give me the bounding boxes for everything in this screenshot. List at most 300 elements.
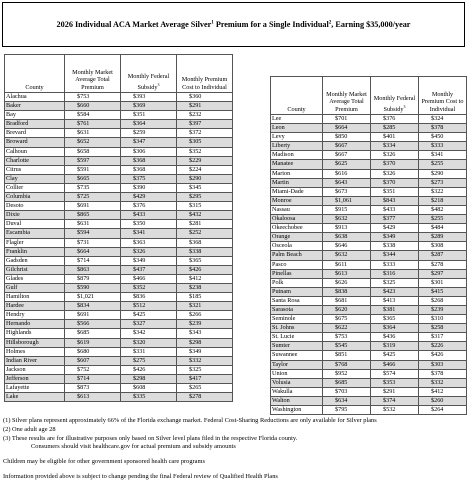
- cell-cost: $278: [177, 393, 233, 402]
- cell-subsidy: $532: [371, 406, 419, 415]
- cell-subsidy: $326: [371, 169, 419, 178]
- page-title: 2026 Individual ACA Market Average Silver$^1$ Premium for a Single Individual$^2$, Earning $35,000/year: [56, 20, 411, 29]
- cell-county: Brevard: [5, 129, 65, 138]
- cell-cost: $278: [419, 260, 467, 269]
- right-county-table: [270, 76, 467, 415]
- cell-subsidy: $331: [121, 347, 177, 356]
- cell-subsidy: $376: [121, 202, 177, 211]
- cell-subsidy: $429: [371, 224, 419, 233]
- cell-county: Hillsborough: [5, 338, 65, 347]
- table-row: [271, 142, 467, 151]
- cell-subsidy: $275: [121, 356, 177, 365]
- cell-county: Liberty: [271, 142, 323, 151]
- cell-subsidy: $364: [121, 120, 177, 129]
- cell-cost: $338: [177, 247, 233, 256]
- cell-cost: $417: [177, 374, 233, 383]
- cell-cost: $224: [177, 165, 233, 174]
- cell-subsidy: $370: [371, 178, 419, 187]
- cell-subsidy: $291: [371, 387, 419, 396]
- table-row: [5, 320, 233, 329]
- footnote-1: (1) Silver plans represent approximately 66% of the Florida exchange market. Federal Cost-Sharing Reductions are only available for Silver plans: [3, 417, 377, 424]
- cell-avg-premium: $613: [323, 269, 371, 278]
- table-row: [271, 333, 467, 342]
- cell-cost: $229: [177, 156, 233, 165]
- cell-cost: $378: [419, 369, 467, 378]
- table-row: [271, 133, 467, 142]
- table-row: [271, 178, 467, 187]
- cell-cost: $301: [419, 278, 467, 287]
- cell-avg-premium: $566: [65, 320, 121, 329]
- table-row: [271, 296, 467, 305]
- cell-cost: $252: [177, 229, 233, 238]
- cell-subsidy: $376: [371, 115, 419, 124]
- cell-subsidy: $843: [371, 196, 419, 205]
- cell-avg-premium: $913: [323, 224, 371, 233]
- title-box: [2, 2, 465, 47]
- cell-cost: $450: [419, 133, 467, 142]
- cell-county: Marion: [271, 169, 323, 178]
- cell-avg-premium: $753: [323, 333, 371, 342]
- cell-subsidy: $316: [371, 269, 419, 278]
- cell-subsidy: $352: [121, 283, 177, 292]
- table-row: [271, 115, 467, 124]
- cell-cost: $349: [177, 347, 233, 356]
- column-header-avg-premium: Monthly Market Average Total Premium: [65, 55, 121, 93]
- cell-cost: $290: [419, 169, 467, 178]
- cell-county: Calhoun: [5, 147, 65, 156]
- table-row: [271, 378, 467, 387]
- cell-avg-premium: $643: [323, 178, 371, 187]
- cell-avg-premium: $714: [65, 374, 121, 383]
- table-row: [5, 183, 233, 192]
- cell-avg-premium: $1,021: [65, 293, 121, 302]
- table-row: [271, 305, 467, 314]
- cell-avg-premium: $681: [323, 296, 371, 305]
- cell-county: Flagler: [5, 238, 65, 247]
- cell-subsidy: $298: [121, 374, 177, 383]
- cell-county: Hamilton: [5, 293, 65, 302]
- cell-county: Bradford: [5, 120, 65, 129]
- cell-avg-premium: $646: [323, 242, 371, 251]
- cell-cost: $317: [419, 333, 467, 342]
- cell-avg-premium: $667: [323, 142, 371, 151]
- cell-cost: $412: [177, 274, 233, 283]
- cell-avg-premium: $631: [65, 220, 121, 229]
- cell-avg-premium: $1,061: [323, 196, 371, 205]
- table-row: [271, 324, 467, 333]
- cell-cost: $325: [177, 365, 233, 374]
- cell-avg-premium: $768: [323, 360, 371, 369]
- cell-avg-premium: $591: [65, 165, 121, 174]
- cell-county: Lake: [5, 393, 65, 402]
- table-row: [5, 111, 233, 120]
- cell-subsidy: $466: [371, 360, 419, 369]
- cell-county: Pasco: [271, 260, 323, 269]
- cell-cost: $260: [419, 396, 467, 405]
- cell-avg-premium: $701: [323, 115, 371, 124]
- cell-avg-premium: $626: [323, 278, 371, 287]
- cell-subsidy: $425: [121, 311, 177, 320]
- cell-county: Charlotte: [5, 156, 65, 165]
- cell-county: Bay: [5, 111, 65, 120]
- table-row: [5, 265, 233, 274]
- cell-subsidy: $433: [371, 205, 419, 214]
- table-row: [5, 329, 233, 338]
- cell-avg-premium: $658: [65, 147, 121, 156]
- cell-county: Baker: [5, 102, 65, 111]
- cell-avg-premium: $632: [323, 215, 371, 224]
- cell-county: Martin: [271, 178, 323, 187]
- cell-county: Volusia: [271, 378, 323, 387]
- cell-county: Orange: [271, 233, 323, 242]
- cell-county: Seminole: [271, 315, 323, 324]
- cell-avg-premium: $873: [65, 384, 121, 393]
- cell-county: Clay: [5, 174, 65, 183]
- cell-county: Taylor: [271, 360, 323, 369]
- cell-cost: $297: [419, 269, 467, 278]
- cell-cost: $255: [419, 215, 467, 224]
- cell-county: Highlands: [5, 329, 65, 338]
- cell-subsidy: $353: [371, 378, 419, 387]
- cell-cost: $360: [177, 93, 233, 102]
- cell-cost: $291: [177, 102, 233, 111]
- cell-cost: $295: [177, 193, 233, 202]
- cell-subsidy: $333: [371, 260, 419, 269]
- cell-cost: $368: [177, 238, 233, 247]
- cell-avg-premium: $703: [323, 387, 371, 396]
- column-header-subsidy: Monthly Federal Subsidy$^3$: [121, 55, 177, 93]
- table-row: [5, 374, 233, 383]
- table-row: [5, 120, 233, 129]
- table-header-row: [5, 55, 233, 93]
- table-row: [271, 196, 467, 205]
- cell-avg-premium: $952: [323, 369, 371, 378]
- cell-avg-premium: $597: [65, 156, 121, 165]
- cell-cost: $239: [419, 305, 467, 314]
- cell-subsidy: $326: [371, 151, 419, 160]
- cell-county: Washington: [271, 406, 323, 415]
- cell-avg-premium: $685: [323, 378, 371, 387]
- left-county-table: [4, 54, 233, 402]
- cell-cost: $352: [177, 147, 233, 156]
- footnotes: [3, 417, 467, 482]
- cell-subsidy: $368: [121, 156, 177, 165]
- cell-avg-premium: $613: [65, 393, 121, 402]
- cell-county: Miami-Dade: [271, 187, 323, 196]
- cell-avg-premium: $851: [323, 351, 371, 360]
- cell-county: Santa Rosa: [271, 296, 323, 305]
- cell-subsidy: $325: [371, 278, 419, 287]
- footnote-2: (2) One adult age 28: [3, 425, 56, 433]
- cell-avg-premium: $619: [65, 338, 121, 347]
- cell-county: Okaloosa: [271, 215, 323, 224]
- column-header-cost: Monthly Premium Cost to Individual: [419, 77, 467, 115]
- cell-county: Collier: [5, 183, 65, 192]
- table-row: [271, 342, 467, 351]
- table-row: [5, 274, 233, 283]
- cell-avg-premium: $611: [323, 260, 371, 269]
- cell-cost: $365: [177, 256, 233, 265]
- table-row: [271, 369, 467, 378]
- table-row: [271, 360, 467, 369]
- cell-subsidy: $608: [121, 384, 177, 393]
- cell-county: Escambia: [5, 229, 65, 238]
- table-row: [271, 351, 467, 360]
- cell-cost: $324: [419, 115, 467, 124]
- cell-cost: $378: [419, 124, 467, 133]
- cell-subsidy: $365: [371, 315, 419, 324]
- cell-county: Hernando: [5, 320, 65, 329]
- cell-cost: $322: [419, 187, 467, 196]
- cell-county: St. Johns: [271, 324, 323, 333]
- table-row: [271, 124, 467, 133]
- table-row: [5, 174, 233, 183]
- column-header-avg-premium: Monthly Market Average Total Premium: [323, 77, 371, 115]
- cell-cost: $289: [419, 233, 467, 242]
- table-row: [271, 287, 467, 296]
- cell-subsidy: $370: [371, 160, 419, 169]
- cell-cost: $287: [419, 251, 467, 260]
- cell-subsidy: $326: [121, 247, 177, 256]
- cell-county: Columbia: [5, 193, 65, 202]
- cell-subsidy: $335: [121, 393, 177, 402]
- cell-avg-premium: $673: [323, 187, 371, 196]
- cell-subsidy: $425: [371, 351, 419, 360]
- cell-avg-premium: $850: [323, 133, 371, 142]
- cell-avg-premium: $863: [65, 265, 121, 274]
- table-row: [5, 384, 233, 393]
- cell-avg-premium: $731: [65, 238, 121, 247]
- table-row: [271, 151, 467, 160]
- cell-subsidy: $413: [371, 296, 419, 305]
- table-row: [271, 242, 467, 251]
- cell-subsidy: $327: [121, 320, 177, 329]
- table-row: [271, 260, 467, 269]
- cell-avg-premium: $761: [65, 120, 121, 129]
- cell-subsidy: $350: [121, 220, 177, 229]
- table-row: [5, 283, 233, 292]
- cell-county: Hardee: [5, 302, 65, 311]
- cell-subsidy: $319: [371, 342, 419, 351]
- cell-avg-premium: $625: [323, 160, 371, 169]
- table-row: [5, 256, 233, 265]
- cell-county: Okeechobee: [271, 224, 323, 233]
- eligibility-note: Children may be eligible for other government sponsored health care programs: [3, 458, 205, 466]
- cell-cost: $268: [419, 296, 467, 305]
- table-row: [271, 269, 467, 278]
- table-row: [271, 224, 467, 233]
- cell-county: Gadsden: [5, 256, 65, 265]
- cell-subsidy: $351: [371, 187, 419, 196]
- cell-subsidy: $393: [121, 93, 177, 102]
- cell-subsidy: $306: [121, 147, 177, 156]
- cell-avg-premium: $691: [65, 202, 121, 211]
- cell-county: Dixie: [5, 211, 65, 220]
- cell-cost: $258: [419, 324, 467, 333]
- cell-subsidy: $349: [371, 233, 419, 242]
- cell-avg-premium: $638: [323, 233, 371, 242]
- cell-cost: $397: [177, 120, 233, 129]
- column-header-cost: Monthly Premium Cost to Individual: [177, 55, 233, 93]
- table-row: [5, 365, 233, 374]
- cell-county: Alachua: [5, 93, 65, 102]
- table-row: [5, 338, 233, 347]
- cell-avg-premium: $632: [323, 251, 371, 260]
- cell-cost: $332: [419, 378, 467, 387]
- cell-avg-premium: $753: [65, 93, 121, 102]
- cell-avg-premium: $607: [65, 356, 121, 365]
- cell-county: Citrus: [5, 165, 65, 174]
- cell-subsidy: $375: [121, 174, 177, 183]
- column-header-county: County: [271, 77, 323, 115]
- cell-subsidy: $426: [121, 365, 177, 374]
- cell-avg-premium: $752: [65, 365, 121, 374]
- cell-county: Jefferson: [5, 374, 65, 383]
- cell-avg-premium: $616: [323, 169, 371, 178]
- cell-avg-premium: $865: [65, 211, 121, 220]
- cell-subsidy: $369: [121, 102, 177, 111]
- cell-county: Lafayette: [5, 384, 65, 393]
- cell-cost: $185: [177, 293, 233, 302]
- table-row: [5, 147, 233, 156]
- cell-cost: $345: [177, 183, 233, 192]
- cell-avg-premium: $834: [65, 302, 121, 311]
- cell-county: Wakulla: [271, 387, 323, 396]
- table-row: [5, 102, 233, 111]
- table-row: [271, 169, 467, 178]
- cell-avg-premium: $667: [323, 151, 371, 160]
- cell-cost: $315: [177, 202, 233, 211]
- cell-cost: $482: [419, 205, 467, 214]
- cell-avg-premium: $664: [323, 124, 371, 133]
- table-row: [5, 156, 233, 165]
- cell-county: Pinellas: [271, 269, 323, 278]
- cell-cost: $332: [177, 356, 233, 365]
- table-row: [5, 202, 233, 211]
- cell-avg-premium: $915: [323, 205, 371, 214]
- cell-cost: $298: [177, 338, 233, 347]
- table-row: [271, 406, 467, 415]
- cell-cost: $290: [177, 174, 233, 183]
- cell-cost: $343: [177, 329, 233, 338]
- cell-cost: $333: [419, 142, 467, 151]
- cell-subsidy: $363: [121, 238, 177, 247]
- footnote-3: (3) These results are for illustrative purposes only based on Silver level plans filed in the respective Florida county.: [3, 434, 298, 442]
- cell-county: Polk: [271, 278, 323, 287]
- cell-avg-premium: $665: [65, 174, 121, 183]
- cell-cost: $308: [419, 242, 467, 251]
- cell-county: Leon: [271, 124, 323, 133]
- cell-cost: $426: [419, 351, 467, 360]
- table-row: [5, 220, 233, 229]
- cell-county: Osceola: [271, 242, 323, 251]
- cell-subsidy: $259: [121, 129, 177, 138]
- column-header-subsidy: Monthly Federal Subsidy$^3$: [371, 77, 419, 115]
- cell-cost: $484: [419, 224, 467, 233]
- table-row: [5, 311, 233, 320]
- cell-county: Lee: [271, 115, 323, 124]
- cell-subsidy: $320: [121, 338, 177, 347]
- cell-cost: $264: [419, 406, 467, 415]
- cell-subsidy: $429: [121, 193, 177, 202]
- cell-cost: $266: [177, 311, 233, 320]
- table-row: [5, 138, 233, 147]
- cell-avg-premium: $795: [323, 406, 371, 415]
- table-row: [5, 247, 233, 256]
- table-row: [5, 302, 233, 311]
- cell-subsidy: $433: [121, 211, 177, 220]
- cell-county: Duval: [5, 220, 65, 229]
- table-row: [271, 215, 467, 224]
- cell-county: Monroe: [271, 196, 323, 205]
- table-row: [5, 129, 233, 138]
- cell-county: Jackson: [5, 365, 65, 374]
- table-row: [271, 278, 467, 287]
- cell-avg-premium: $664: [65, 247, 121, 256]
- cell-subsidy: $574: [371, 369, 419, 378]
- cell-subsidy: $436: [371, 333, 419, 342]
- cell-avg-premium: $735: [65, 183, 121, 192]
- cell-avg-premium: $725: [65, 193, 121, 202]
- cell-avg-premium: $685: [65, 329, 121, 338]
- cell-subsidy: $285: [371, 124, 419, 133]
- table-row: [5, 356, 233, 365]
- cell-cost: $239: [177, 320, 233, 329]
- cell-county: Desoto: [5, 202, 65, 211]
- cell-subsidy: $368: [121, 165, 177, 174]
- cell-subsidy: $349: [121, 256, 177, 265]
- cell-avg-premium: $631: [65, 129, 121, 138]
- cell-county: Franklin: [5, 247, 65, 256]
- table-row: [271, 396, 467, 405]
- cell-cost: $232: [177, 111, 233, 120]
- table-row: [271, 205, 467, 214]
- cell-subsidy: $381: [371, 305, 419, 314]
- cell-subsidy: $338: [371, 242, 419, 251]
- cell-subsidy: $466: [121, 274, 177, 283]
- cell-county: Gilchrist: [5, 265, 65, 274]
- cell-county: Holmes: [5, 347, 65, 356]
- cell-subsidy: $342: [121, 329, 177, 338]
- cell-avg-premium: $620: [323, 305, 371, 314]
- cell-avg-premium: $584: [65, 111, 121, 120]
- cell-cost: $218: [419, 196, 467, 205]
- cell-cost: $238: [177, 283, 233, 292]
- cell-county: Levy: [271, 133, 323, 142]
- cell-county: Palm Beach: [271, 251, 323, 260]
- cell-county: Broward: [5, 138, 65, 147]
- cell-county: Hendry: [5, 311, 65, 320]
- table-row: [271, 387, 467, 396]
- cell-subsidy: $374: [371, 396, 419, 405]
- cell-county: Indian River: [5, 356, 65, 365]
- cell-cost: $303: [419, 360, 467, 369]
- cell-county: Manatee: [271, 160, 323, 169]
- cell-cost: $226: [419, 342, 467, 351]
- table-row: [271, 251, 467, 260]
- cell-subsidy: $377: [371, 215, 419, 224]
- cell-cost: $341: [419, 151, 467, 160]
- table-row: [5, 393, 233, 402]
- cell-avg-premium: $545: [323, 342, 371, 351]
- table-row: [5, 347, 233, 356]
- cell-subsidy: $334: [371, 142, 419, 151]
- cell-cost: $281: [177, 220, 233, 229]
- cell-subsidy: $423: [371, 287, 419, 296]
- cell-cost: $372: [177, 129, 233, 138]
- column-header-county: County: [5, 55, 65, 93]
- cell-cost: $432: [177, 211, 233, 220]
